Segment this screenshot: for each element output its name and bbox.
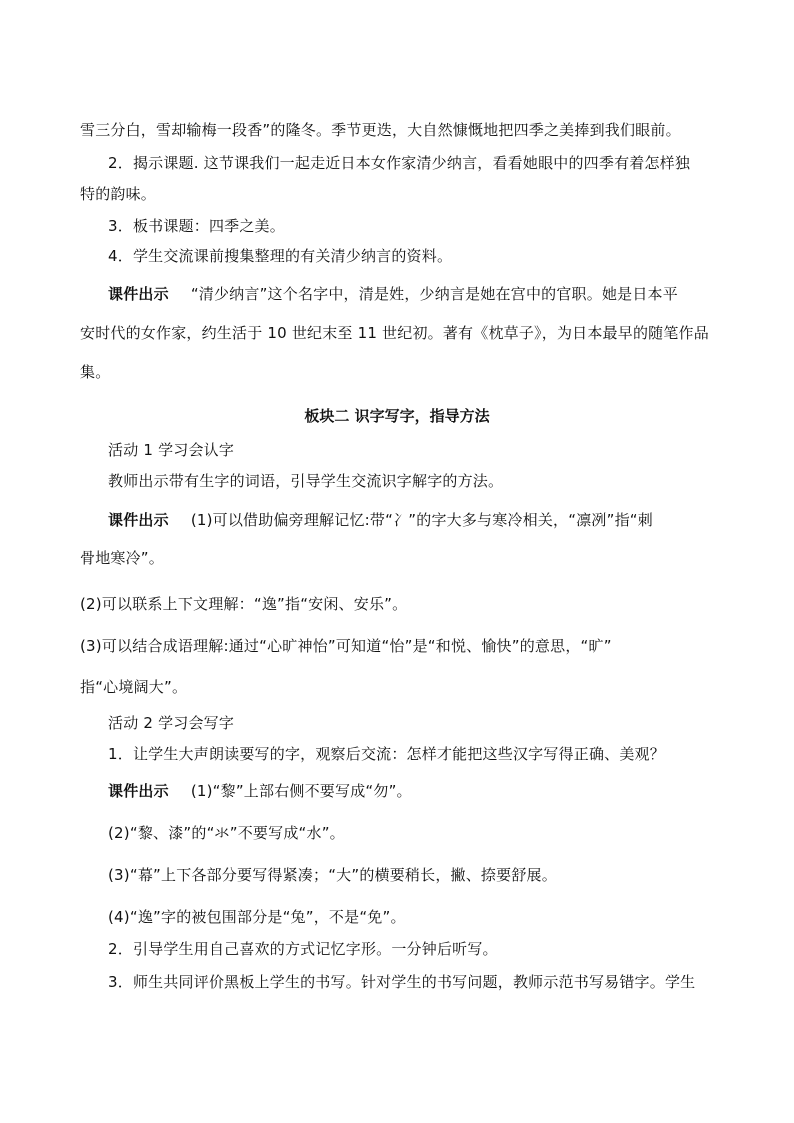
activity-1-title: 活动 1 学习会认字 xyxy=(108,441,235,459)
paragraph-step-3: 3．板书课题：四季之美。 xyxy=(108,217,285,235)
activity-2-step-2: 2．引导学生用自己喜欢的方式记忆字形。一分钟后听写。 xyxy=(108,940,498,958)
activity-2-title: 活动 2 学习会写字 xyxy=(108,714,235,732)
courseware-block-1-line-1 xyxy=(108,284,678,304)
courseware-block-3-line-1 xyxy=(108,781,412,801)
activity-1-item-2: (2)可以联系上下文理解：“逸”指“安闲、安乐”。 xyxy=(80,595,408,613)
courseware-block-2-line-1 xyxy=(108,510,653,530)
activity-2-item-2: (2)“黎、漆”的“氺”不要写成“水”。 xyxy=(108,824,345,842)
courseware-label: 课件出示 xyxy=(108,285,169,303)
courseware-block-1-line-3: 集。 xyxy=(80,363,111,381)
activity-2-item-4: (4)“逸”字的被包围部分是“兔”，不是“免”。 xyxy=(108,908,406,926)
activity-2-step-3: 3．师生共同评价黑板上学生的书写。针对学生的书写问题，教师示范书写易错字。学生 xyxy=(108,973,696,991)
activity-2-item-3: (3)“幕”上下各部分要写得紧凑；“大”的横要稍长，撇、捺要舒展。 xyxy=(108,866,557,884)
courseware-block-1-line-2: 安时代的女作家，约生活于 10 世纪末至 11 世纪初。著有《枕草子》，为日本最早的随笔作品 xyxy=(80,324,709,342)
paragraph-step-2-line-2: 特的韵味。 xyxy=(80,185,157,203)
section-heading: 板块二 识字写字，指导方法 xyxy=(304,407,490,425)
activity-1-intro: 教师出示带有生字的词语，引导学生交流识字解字的方法。 xyxy=(108,472,504,490)
courseware-text: “清少纳言”这个名字中，清是姓，少纳言是她在宫中的官职。她是日本平 xyxy=(190,285,678,303)
paragraph-step-4: 4．学生交流课前搜集整理的有关清少纳言的资料。 xyxy=(108,247,453,265)
courseware-text: (1)“黎”上部右侧不要写成“勿”。 xyxy=(190,782,412,800)
paragraph-intro-continuation: 雪三分白，雪却输梅一段香”的隆冬。季节更迭，大自然慷慨地把四季之美捧到我们眼前。 xyxy=(80,121,681,139)
activity-2-step-1: 1．让学生大声朗读要写的字，观察后交流：怎样才能把这些汉字写得正确、美观？ xyxy=(108,745,665,763)
activity-1-item-3-line-1: (3)可以结合成语理解:通过“心旷神怡”可知道“怡”是“和悦、愉快”的意思，“旷” xyxy=(80,637,612,655)
paragraph-step-2-line-1: 2．揭示课题. 这节课我们一起走近日本女作家清少纳言，看看她眼中的四季有着怎样独 xyxy=(108,154,691,172)
courseware-block-2-line-2: 骨地寒冷”。 xyxy=(80,549,164,567)
courseware-text: (1)可以借助偏旁理解记忆:带“冫”的字大多与寒冷相关，“凛冽”指“刺 xyxy=(190,511,653,529)
activity-1-item-3-line-2: 指“心境阔大”。 xyxy=(80,678,188,696)
courseware-label: 课件出示 xyxy=(108,511,169,529)
courseware-label: 课件出示 xyxy=(108,782,169,800)
